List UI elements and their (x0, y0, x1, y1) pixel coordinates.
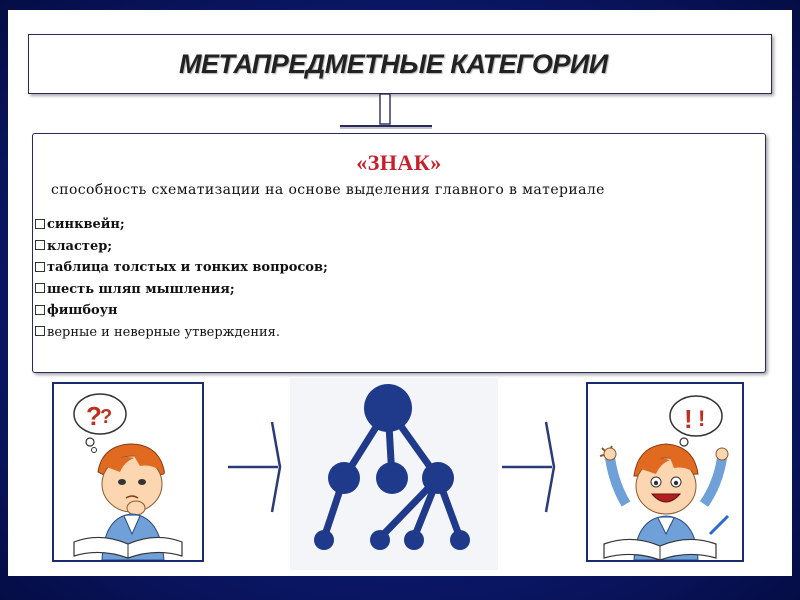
svg-text:?: ? (100, 406, 113, 428)
checkbox-icon (35, 262, 45, 272)
cluster-diagram (290, 378, 498, 570)
title-box (28, 34, 772, 94)
list-item (35, 279, 328, 301)
svg-text:?: ? (86, 401, 102, 431)
checkbox-icon (35, 283, 45, 293)
slide (8, 10, 792, 576)
list-item (35, 236, 328, 258)
arrow-right-icon (502, 412, 556, 522)
list-item (35, 214, 328, 236)
list-item-label: кластер; (47, 238, 113, 254)
list-item-label: шесть шляп мышления; (47, 281, 235, 297)
list-item (35, 257, 328, 279)
excited-boy-illustration (586, 382, 744, 562)
list-item (35, 300, 328, 322)
category-description: способность схематизации на основе выделения главного в материале (51, 182, 605, 198)
category-heading: «ЗНАК» (356, 150, 442, 175)
svg-text:!: ! (698, 406, 706, 431)
cluster-tree-icon (290, 378, 498, 570)
list-item-label: фишбоун (47, 303, 118, 319)
list-item (35, 322, 328, 344)
checkbox-icon (35, 240, 45, 250)
connector-arrow-icon (338, 94, 434, 130)
list-item-label: таблица толстых и тонких вопросов; (47, 260, 328, 276)
technique-list (35, 214, 328, 344)
content-box (32, 133, 766, 373)
svg-text:!: ! (684, 404, 693, 434)
excited-boy-icon (588, 384, 742, 560)
thinking-boy-illustration (52, 382, 204, 562)
checkbox-icon (35, 219, 45, 229)
thinking-boy-icon (54, 384, 202, 560)
list-item-label: синквейн; (47, 217, 125, 232)
list-item-label: верные и неверные утверждения. (47, 324, 280, 340)
checkbox-icon (35, 305, 45, 315)
checkbox-icon (35, 326, 45, 336)
arrow-right-icon (228, 412, 282, 522)
page-title: МЕТАПРЕДМЕТНЫЕ КАТЕГОРИИ (179, 49, 608, 79)
